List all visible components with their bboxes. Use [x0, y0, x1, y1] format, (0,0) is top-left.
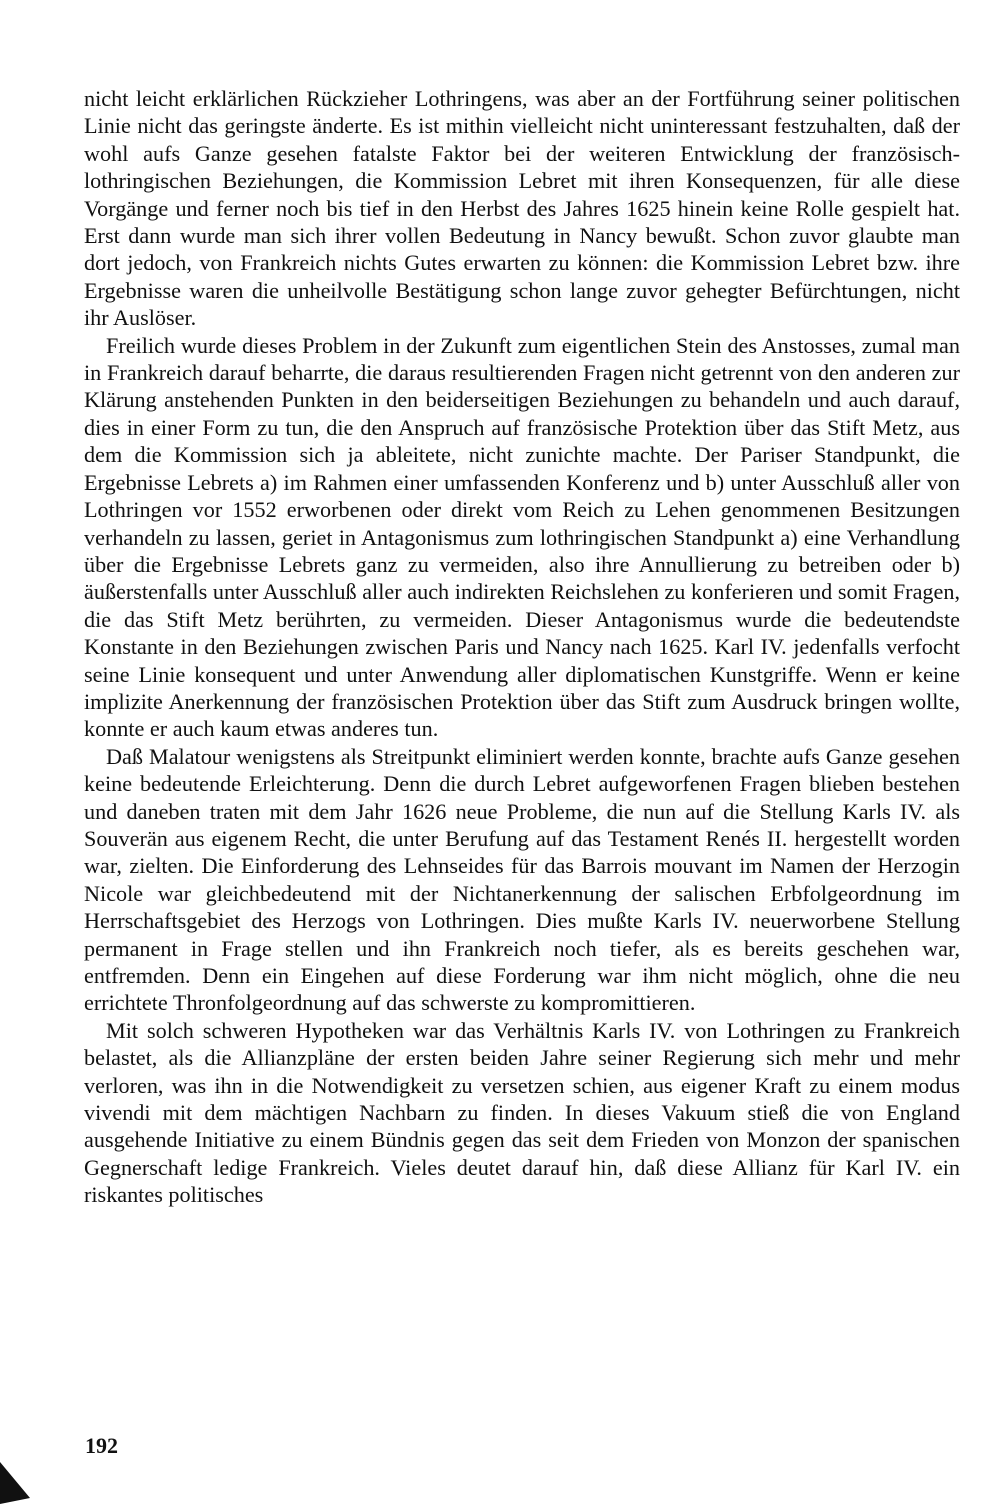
corner-triangle-icon [0, 1462, 30, 1504]
paragraph-3: Daß Malatour wenigstens als Streitpunkt eliminiert werden konnte, brachte aufs Ganze gesehen keine bedeutende Erleichterung. Denn die durch Lebret aufgeworfenen Fragen blieben bestehen und daneben traten mit dem Jahr 1626 neue Probleme, die nun auf die Stellung Karls IV. als Souverän aus eigenem Recht, die unter Berufung auf das Testament Renés II. hergestellt worden war, zielten. Die Einforderung des Lehnseides für das Barrois mouvant im Namen der Herzogin Nicole war gleichbedeutend mit der Nichtanerkennung der salischen Erbfolgeordnung im Herrschaftsgebiet des Herzogs von Lothringen. Dies mußte Karls IV. neuerworbene Stellung permanent in Frage stellen und ihn Frankreich noch tiefer, als es bereits geschehen war, entfremden. Denn ein Eingehen auf diese Forderung war ihm nicht möglich, ohne die neu errichtete Thronfolgeordnung auf das schwerste zu kompromittieren. [84, 743, 960, 1016]
body-text [84, 85, 960, 1209]
paragraph-4: Mit solch schweren Hypotheken war das Verhältnis Karls IV. von Lothringen zu Frankreich belastet, als die Allianzpläne der ersten beiden Jahre seiner Regierung sich mehr und mehr verloren, was ihn in die Notwendigkeit zu versetzen schien, aus eigener Kraft zu einem modus vivendi mit dem mächtigen Nachbarn zu finden. In dieses Vakuum stieß die von England ausgehende Initiative zu einem Bündnis gegen das seit dem Frieden von Monzon der spanischen Gegnerschaft ledige Frankreich. Vieles deutet darauf hin, daß diese Allianz für Karl IV. ein riskantes politisches [84, 1017, 960, 1208]
page-number: 192 [85, 1433, 118, 1458]
paragraph-1: nicht leicht erklärlichen Rückzieher Lothringens, was aber an der Fortführung seiner politischen Linie nicht das geringste änderte. Es ist mithin vielleicht nicht uninteressant festzuhalten, daß der wohl aufs Ganze gesehen fatalste Faktor bei der weiteren Entwicklung der französisch-lothringischen Beziehungen, die Kommission Lebret mit ihren Konsequenzen, für alle diese Vorgänge und ferner noch bis tief in den Herbst des Jahres 1625 hinein keine Rolle gespielt hat. Erst dann wurde man sich ihrer vollen Bedeutung in Nancy bewußt. Schon zuvor glaubte man dort jedoch, von Frankreich nichts Gutes erwarten zu können: die Kommission Lebret bzw. ihre Ergebnisse waren die unheilvolle Bestätigung schon lange zuvor gehegter Befürchtungen, nicht ihr Auslöser. [84, 86, 960, 331]
paragraph-2: Freilich wurde dieses Problem in der Zukunft zum eigentlichen Stein des Anstosses, zumal man in Frankreich darauf beharrte, die daraus resultierenden Fragen nicht getrennt von den anderen zur Klärung anstehenden Punkten in den beiderseitigen Beziehungen zu behandeln und auch darauf, dies in einer Form zu tun, die den Anspruch auf französische Protektion über das Stift Metz, aus dem die Kommission sich ja ableitete, nicht zunichte machte. Der Pariser Standpunkt, die Ergebnisse Lebrets a) im Rahmen einer umfassenden Konferenz und b) unter Ausschluß aller von Lothringen vor 1552 erworbenen oder direkt vom Reich zu Lehen genommenen Besitzungen verhandeln zu lassen, geriet in Antagonismus zum lothringischen Standpunkt a) eine Verhandlung über die Ergebnisse Lebrets ganz zu vermeiden, also ihre Annullierung zu betreiben oder b) äußerstenfalls unter Ausschluß aller auch indirekten Reichslehen zu konferieren und somit Fragen, die das Stift Metz berührten, zu vermeiden. Dieser Antagonismus wurde die bedeutendste Konstante in den Beziehungen zwischen Paris und Nancy nach 1625. Karl IV. jedenfalls verfocht seine Linie konsequent und unter Anwendung aller diplomatischen Kunstgriffe. Wenn er keine implizite Anerkennung der französischen Protektion über das Stift zum Ausdruck bringen wollte, konnte er auch kaum etwas anderes tun. [84, 332, 960, 742]
